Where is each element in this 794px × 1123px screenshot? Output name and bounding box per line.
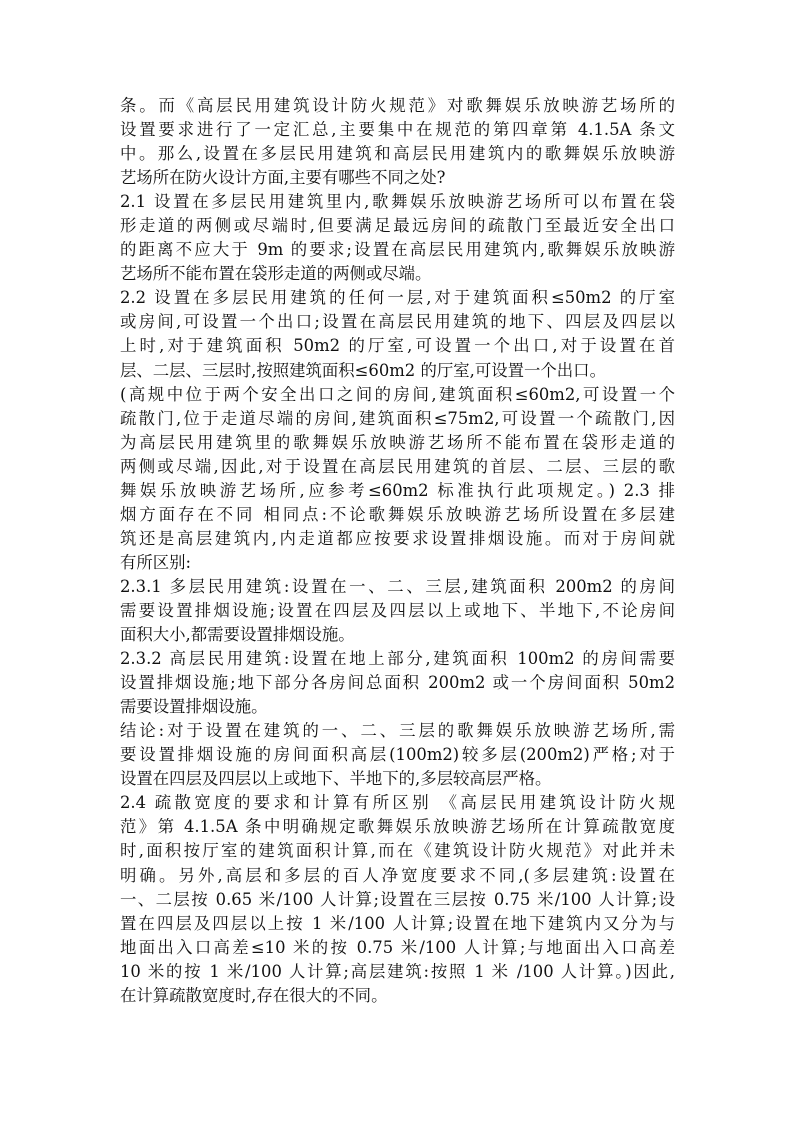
text-line: 中。那么,设置在多层民用建筑和高层民用建筑内的歌舞娱乐放映游: [120, 144, 675, 164]
text-line: 需要设置排烟设施;设置在四层及四层以上或地下、半地下,不论房间: [120, 600, 675, 620]
text-line: 舞娱乐放映游艺场所,应参考≤60m2 标准执行此项规定。) 2.3 排: [120, 480, 675, 500]
text-line: 10 米的按 1 米/100 人计算;高层建筑:按照 1 米 /100 人计算。)因此,: [120, 961, 675, 981]
text-line: 设置要求进行了一定汇总,主要集中在规范的第四章第 4.1.5A 条文: [120, 120, 675, 140]
text-line: 为高层民用建筑里的歌舞娱乐放映游艺场所不能布置在袋形走道的: [120, 432, 675, 452]
text-line: 时,面积按厅室的建筑面积计算,而在《建筑设计防火规范》对此并未: [120, 841, 675, 861]
text-line: 设置排烟设施;地下部分各房间总面积 200m2 或一个房间面积 50m2: [120, 673, 675, 693]
text-line: 面积大小,都需要设置排烟设施。: [120, 625, 355, 645]
text-line: 范》第 4.1.5A 条中明确规定歌舞娱乐放映游艺场所在计算疏散宽度: [120, 817, 675, 837]
text-line: 有所区别:: [120, 552, 192, 572]
text-line: 形走道的两侧或尽端时,但要满足最远房间的疏散门至最近安全出口: [120, 216, 675, 236]
text-line: 结论:对于设置在建筑的一、二、三层的歌舞娱乐放映游艺场所,需: [120, 721, 675, 741]
text-line: 2.2 设置在多层民用建筑的任何一层,对于建筑面积≤50m2 的厅室: [120, 288, 675, 308]
text-line: 一、二层按 0.65 米/100 人计算;设置在三层按 0.75 米/100 人计算;设: [120, 889, 675, 909]
text-line: (高规中位于两个安全出口之间的房间,建筑面积≤60m2,可设置一个: [120, 384, 675, 404]
text-line: 疏散门,位于走道尽端的房间,建筑面积≤75m2,可设置一个疏散门,因: [120, 408, 675, 428]
text-line: 上时,对于建筑面积 50m2 的厅室,可设置一个出口,对于设置在首: [120, 336, 675, 356]
text-line: 两侧或尽端,因此,对于设置在高层民用建筑的首层、二层、三层的歌: [120, 456, 675, 476]
text-line: 艺场所不能布置在袋形走道的两侧或尽端。: [120, 264, 432, 284]
text-line: 层、二层、三层时,按照建筑面积≤60m2 的厅室,可设置一个出口。: [120, 360, 606, 380]
text-line: 筑还是高层建筑内,内走道都应按要求设置排烟设施。而对于房间就: [120, 528, 675, 548]
text-line: 烟方面存在不同 相同点:不论歌舞娱乐放映游艺场所设置在多层建: [120, 504, 675, 524]
text-line: 2.1 设置在多层民用建筑里内,歌舞娱乐放映游艺场所可以布置在袋: [120, 192, 675, 212]
text-line: 置在四层及四层以上按 1 米/100 人计算;设置在地下建筑内又分为与: [120, 913, 675, 933]
text-line: 要设置排烟设施的房间面积高层(100m2)较多层(200m2)严格;对于: [120, 745, 675, 765]
text-line: 需要设置排烟设施。: [120, 697, 268, 717]
text-line: 2.4 疏散宽度的要求和计算有所区别 《高层民用建筑设计防火规: [120, 793, 675, 813]
text-line: 或房间,可设置一个出口;设置在高层民用建筑的地下、四层及四层以: [120, 312, 675, 332]
text-line: 条。而《高层民用建筑设计防火规范》对歌舞娱乐放映游艺场所的: [120, 96, 675, 115]
text-line: 的距离不应大于 9m 的要求;设置在高层民用建筑内,歌舞娱乐放映游: [120, 240, 675, 260]
text-line: 艺场所在防火设计方面,主要有哪些不同之处?: [120, 168, 446, 188]
text-line: 2.3.1 多层民用建筑:设置在一、二、三层,建筑面积 200m2 的房间: [120, 576, 675, 596]
body-text: [120, 94, 675, 1008]
text-line: 在计算疏散宽度时,存在很大的不同。: [120, 985, 388, 1005]
text-line: 地面出入口高差≤10 米的按 0.75 米/100 人计算;与地面出入口高差: [120, 937, 675, 957]
text-line: 设置在四层及四层以上或地下、半地下的,多层较高层严格。: [120, 769, 552, 789]
text-line: 明确。另外,高层和多层的百人净宽度要求不同,(多层建筑:设置在: [120, 865, 675, 885]
text-line: 2.3.2 高层民用建筑:设置在地上部分,建筑面积 100m2 的房间需要: [120, 649, 675, 669]
